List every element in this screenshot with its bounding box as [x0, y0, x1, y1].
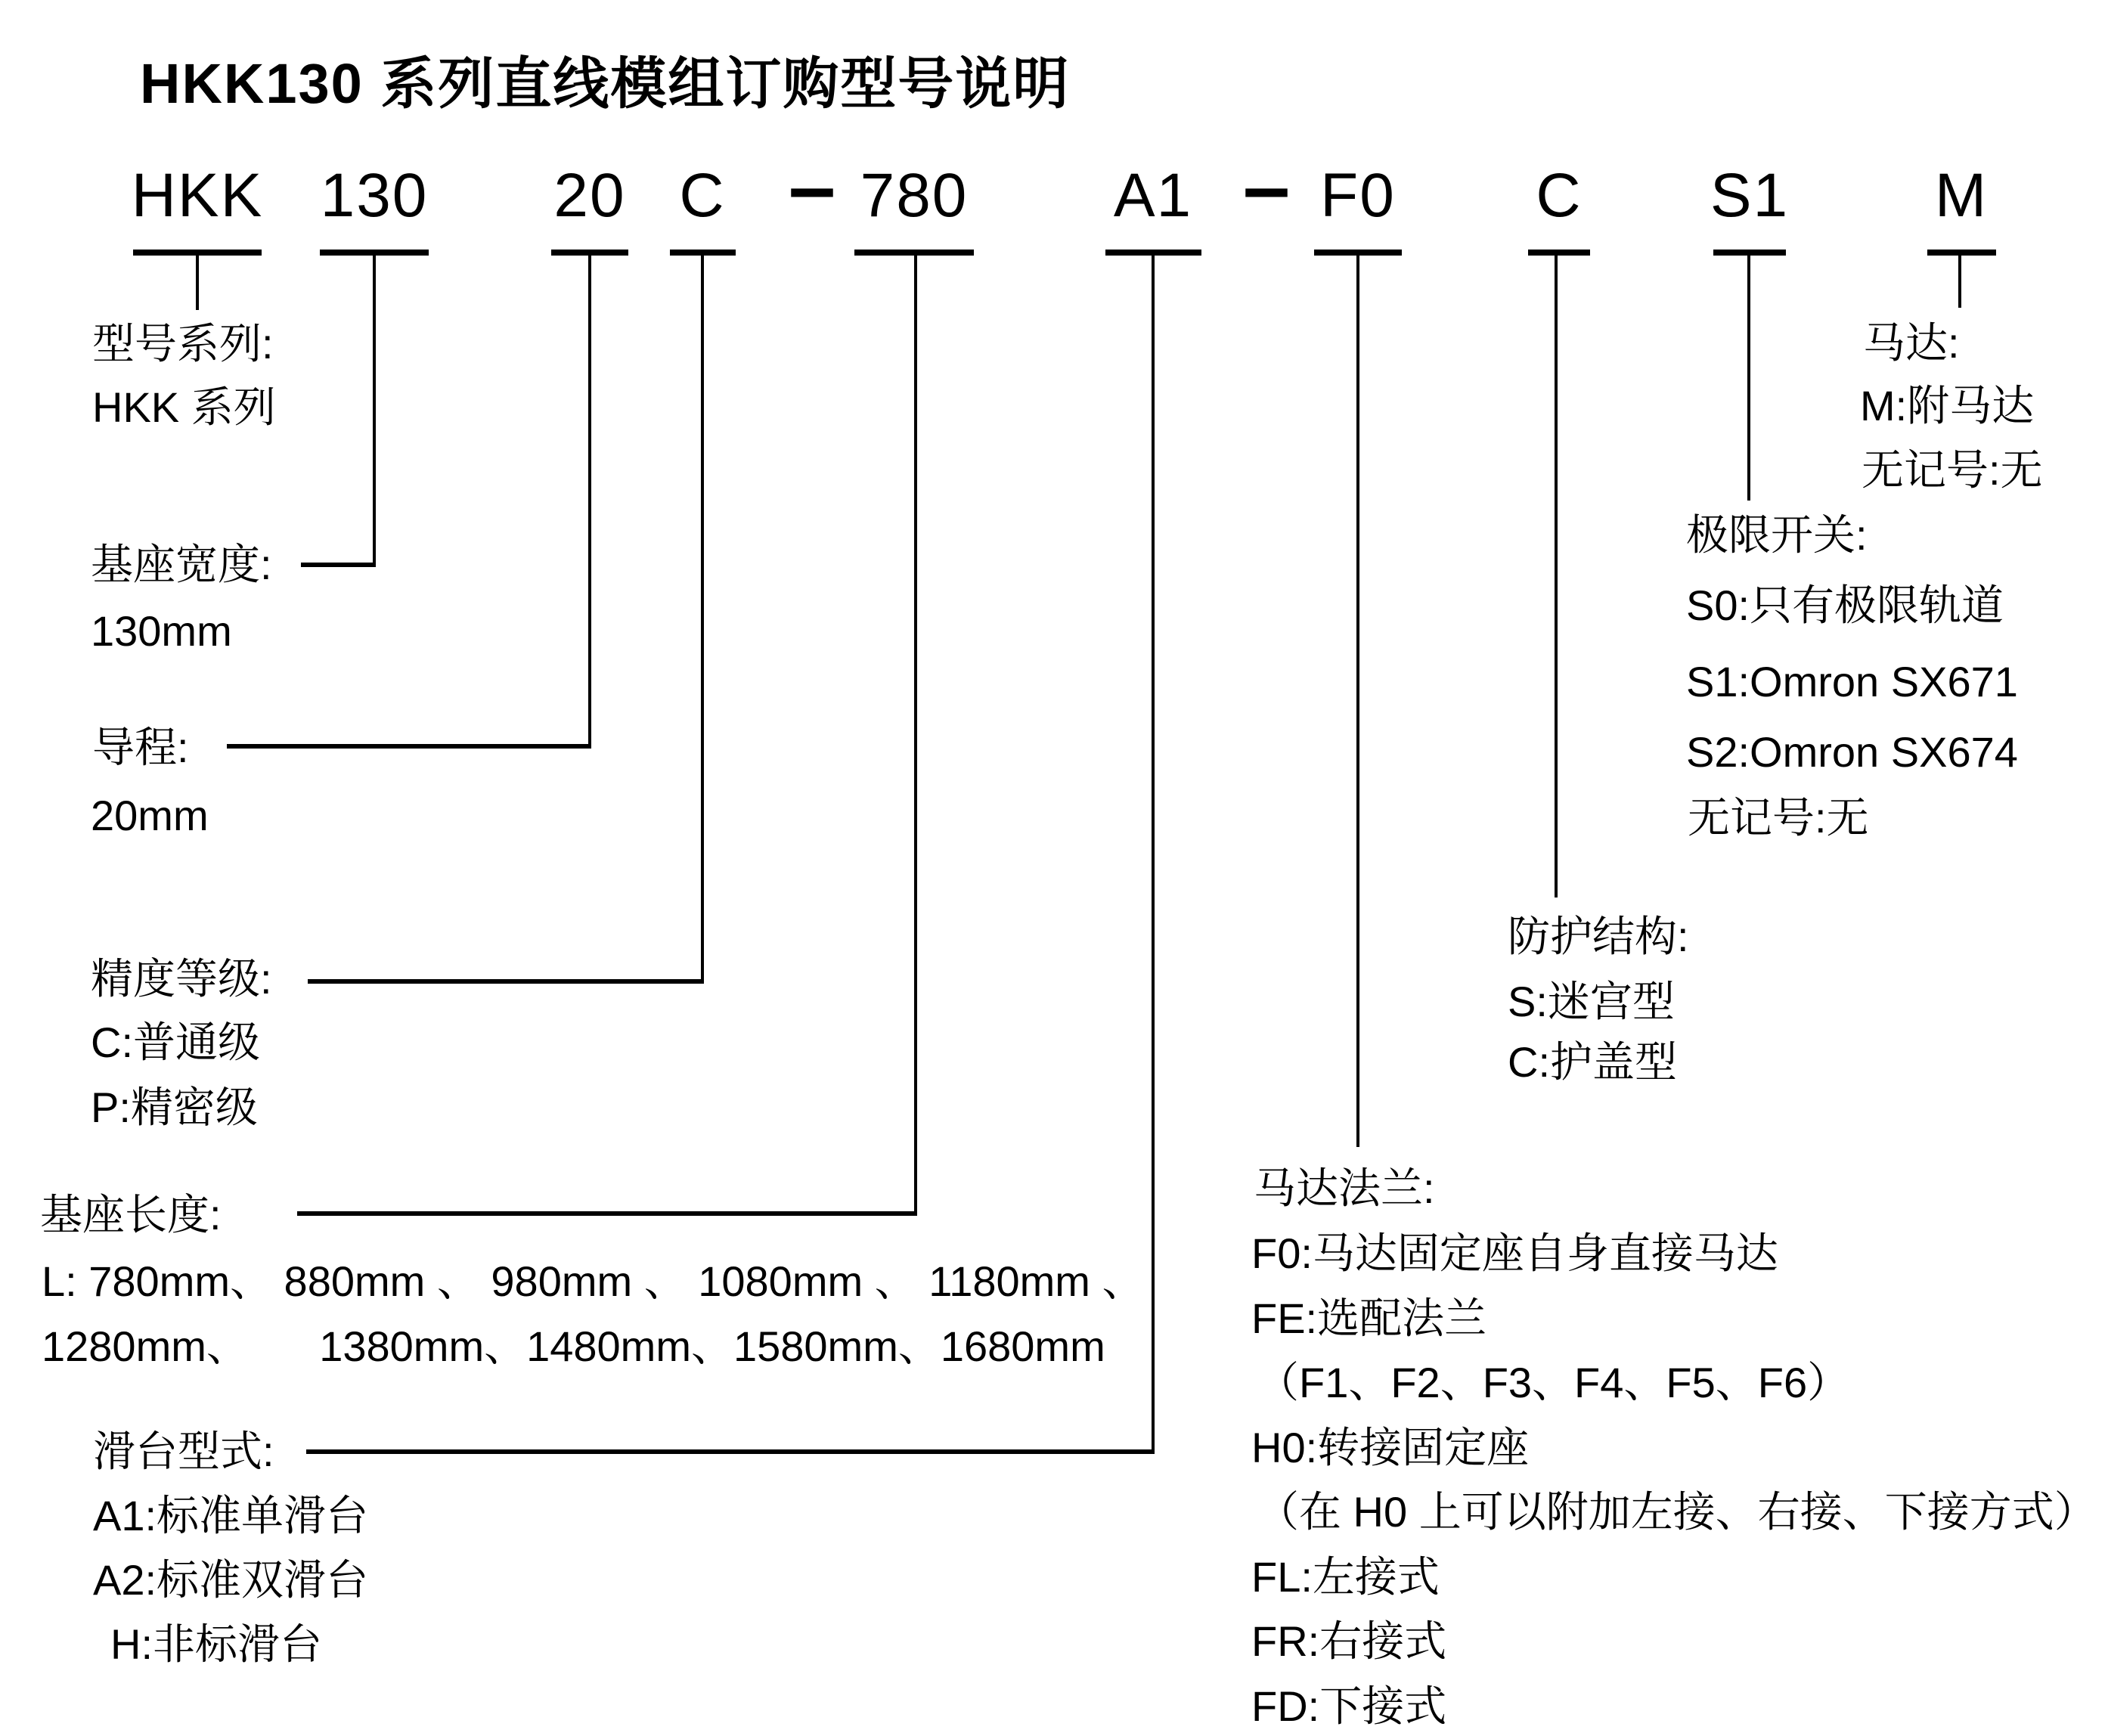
connector-accuracy [308, 979, 704, 984]
label-motor-line-0: M:附马达 [1860, 382, 2035, 429]
dropline-motor [1958, 256, 1961, 308]
label-motor-flange-line-3: H0:转接固定座 [1251, 1424, 1530, 1471]
label-base-width-line: 130mm [91, 607, 232, 655]
code-segment-limitswitch: S1 [1710, 161, 1790, 230]
label-motor-title: 马达: [1863, 319, 1960, 367]
code-segment-length: 780 [860, 161, 969, 230]
label-limit-switch-title: 极限开关: [1686, 511, 1868, 559]
label-limit-switch-line-0: S0:只有极限轨道 [1686, 581, 2004, 629]
code-segment-lead: 20 [553, 161, 626, 230]
label-limit-switch-line-3: 无记号:无 [1688, 794, 1869, 842]
connector-slider-type [306, 1449, 1155, 1454]
dropline-accuracy [701, 256, 704, 984]
code-segment-series: HKK [131, 161, 264, 230]
label-lead-title: 导程: [92, 724, 189, 771]
underline-protection [1528, 250, 1590, 256]
dropline-protection [1555, 256, 1558, 897]
underline-length [854, 250, 974, 256]
underline-series [133, 250, 262, 256]
label-base-width-title: 基座宽度: [91, 541, 272, 588]
label-slider-type-title: 滑台型式: [93, 1428, 274, 1475]
label-protection-line-0: S:迷宫型 [1508, 978, 1675, 1025]
underline-accuracy [670, 250, 736, 256]
connector-lead [227, 744, 591, 749]
label-base-length-line-1: 1280mm、 1380mm、1480mm、1580mm、1680mm [42, 1322, 1105, 1370]
dropline-limitswitch [1747, 256, 1750, 501]
label-base-length-title: 基座长度: [40, 1191, 222, 1238]
dropline-width [373, 256, 376, 567]
code-dash-2: – [1242, 139, 1291, 234]
underline-slider [1105, 250, 1201, 256]
label-limit-switch-line-1: S1:Omron SX671 [1686, 658, 2018, 705]
underline-limitswitch [1713, 250, 1786, 256]
label-motor-flange-line-1: FE:选配法兰 [1251, 1294, 1487, 1342]
label-base-length-line-0: L: 780mm、 880mm 、 980mm 、 1080mm 、 1180mm 、 [42, 1257, 1145, 1305]
label-motor-flange-line-7: FD:下接式 [1251, 1682, 1447, 1730]
label-accuracy-title: 精度等级: [91, 955, 272, 1003]
underline-motor [1927, 250, 1996, 256]
code-segment-accuracy: C [679, 161, 726, 230]
connector-base-length [297, 1211, 917, 1216]
code-segment-motor: M [1934, 161, 1989, 230]
label-accuracy-line-1: P:精密级 [91, 1083, 258, 1131]
dropline-slider [1152, 256, 1155, 1454]
underline-width [320, 250, 429, 256]
code-segment-protection: C [1536, 161, 1583, 230]
label-protection-title: 防护结构: [1508, 913, 1689, 960]
label-motor-flange-title: 马达法兰: [1254, 1164, 1435, 1212]
code-segment-slider: A1 [1113, 161, 1193, 230]
label-lead-line: 20mm [91, 792, 209, 839]
label-accuracy-line-0: C:普通级 [91, 1018, 260, 1066]
label-series-line: HKK 系列 [92, 383, 276, 431]
connector-base-width [301, 563, 376, 567]
label-motor-flange-line-2: （F1、F2、F3、F4、F5、F6） [1257, 1359, 1850, 1406]
dropline-flange [1356, 256, 1359, 1147]
label-motor-flange-line-4: （在 H0 上可以附加左接、右接、下接方式） [1257, 1488, 2097, 1536]
label-limit-switch-line-2: S2:Omron SX674 [1686, 728, 2018, 776]
dropline-length [914, 256, 917, 1216]
page-title: HKK130 系列直线模组订购型号说明 [140, 52, 1071, 115]
code-dash-1: – [788, 139, 836, 234]
code-segment-width: 130 [320, 161, 429, 230]
dropline-series [196, 256, 199, 310]
underline-flange [1314, 250, 1402, 256]
label-motor-flange-line-0: F0:马达固定座自身直接马达 [1251, 1229, 1778, 1277]
label-slider-type-line-0: A1:标准单滑台 [93, 1492, 369, 1539]
label-slider-type-line-1: A2:标准双滑台 [93, 1556, 369, 1604]
underline-lead [551, 250, 628, 256]
label-motor-flange-line-5: FL:左接式 [1251, 1553, 1440, 1601]
label-protection-line-1: C:护盖型 [1508, 1038, 1677, 1086]
label-motor-line-1: 无记号:无 [1862, 446, 2043, 494]
dropline-lead [588, 256, 591, 749]
code-segment-flange: F0 [1320, 161, 1396, 230]
label-motor-flange-line-6: FR:右接式 [1251, 1617, 1447, 1665]
label-slider-type-line-2: H:非标滑台 [110, 1620, 322, 1668]
label-series-title: 型号系列: [92, 320, 274, 367]
